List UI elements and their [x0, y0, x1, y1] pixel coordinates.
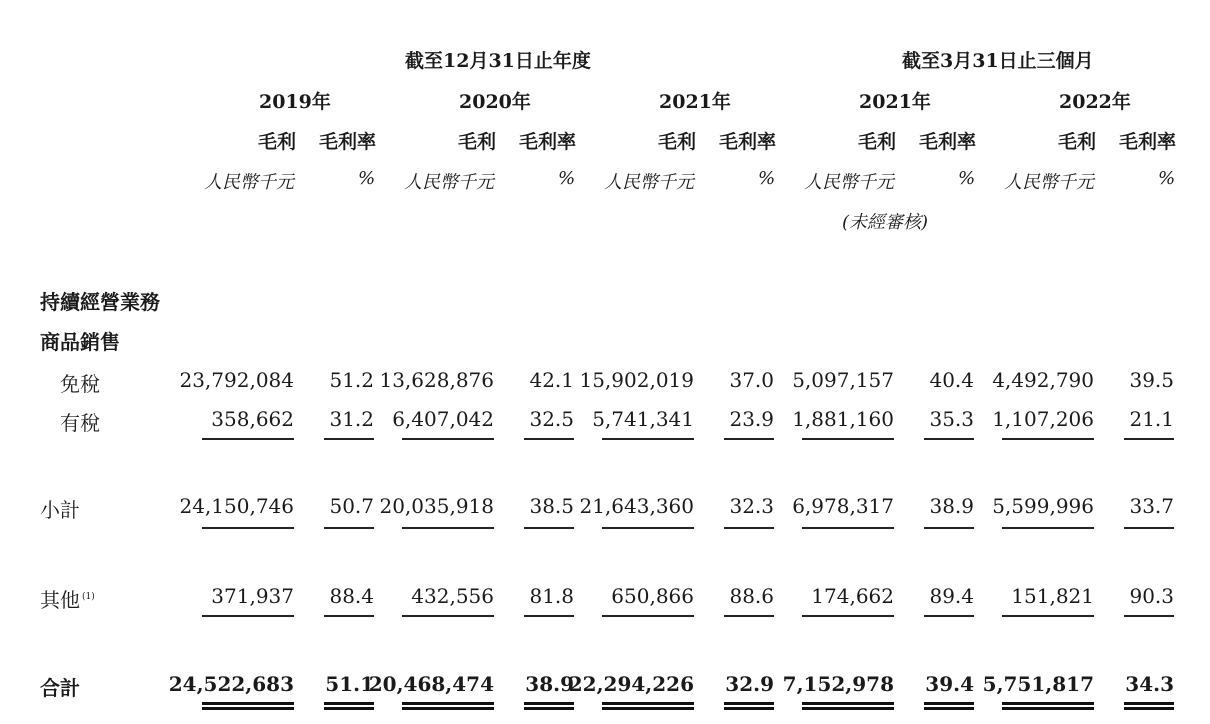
table-cell: 38.5 [529, 494, 574, 518]
underline [802, 527, 894, 529]
underline [924, 438, 974, 440]
table-cell: 5,599,996 [992, 494, 1094, 518]
table-cell: 35.3 [929, 407, 974, 431]
year-2019-header: 2019年 [259, 91, 331, 113]
col-gross-margin-2021q1: 毛利率 [919, 131, 977, 153]
col-gross-profit-2020: 毛利 [458, 131, 497, 153]
year-2021-header: 2021年 [659, 91, 731, 113]
double-underline [602, 702, 694, 710]
row-label-total: 合計 [40, 676, 80, 700]
underline [402, 438, 494, 440]
col-gross-margin-2022q1: 毛利率 [1119, 131, 1177, 153]
table-cell: 5,097,157 [792, 368, 894, 392]
underline [1124, 438, 1174, 440]
underline [802, 615, 894, 617]
table-cell: 6,407,042 [392, 407, 494, 431]
year-2021-q1-header: 2021年 [859, 91, 931, 113]
table-cell: 39.4 [925, 672, 974, 696]
col-gross-profit-2021: 毛利 [658, 131, 697, 153]
underline [724, 527, 774, 529]
underline [402, 615, 494, 617]
table-cell: 51.1 [325, 672, 374, 696]
table-cell: 151,821 [1011, 584, 1094, 608]
table-cell: 174,662 [811, 584, 894, 608]
underline [202, 615, 294, 617]
underline [524, 438, 574, 440]
unit-rmb-2019: 人民幣千元 [204, 172, 294, 193]
table-cell: 6,978,317 [792, 494, 894, 518]
underline [1002, 615, 1094, 617]
table-cell: 23.9 [729, 407, 774, 431]
table-cell: 88.6 [729, 584, 774, 608]
section-continuing-operations: 持續經營業務 [40, 290, 160, 314]
table-cell: 15,902,019 [579, 368, 694, 392]
underline [402, 527, 494, 529]
table-cell: 24,150,746 [179, 494, 294, 518]
underline [602, 527, 694, 529]
col-gross-profit-2021q1: 毛利 [858, 131, 897, 153]
unaudited-note: (未經審核) [842, 212, 929, 233]
table-cell: 20,468,474 [368, 672, 494, 696]
underline [324, 438, 374, 440]
period-quarter-header: 截至3月31日止三個月 [902, 50, 1094, 72]
underline [202, 527, 294, 529]
double-underline [802, 702, 894, 710]
col-gross-margin-2021: 毛利率 [719, 131, 777, 153]
double-underline [402, 702, 494, 710]
unit-rmb-2020: 人民幣千元 [404, 172, 494, 193]
table-cell: 37.0 [729, 368, 774, 392]
double-underline [924, 702, 974, 710]
table-cell: 38.9 [525, 672, 574, 696]
table-cell: 34.3 [1125, 672, 1174, 696]
unit-pct-2019: % [358, 168, 376, 189]
table-cell: 51.2 [329, 368, 374, 392]
table-cell: 40.4 [929, 368, 974, 392]
table-cell: 22,294,226 [568, 672, 694, 696]
unit-rmb-2021q1: 人民幣千元 [804, 172, 894, 193]
table-cell: 32.9 [725, 672, 774, 696]
table-cell: 432,556 [411, 584, 494, 608]
footnote-marker: (1) [82, 592, 95, 602]
table-cell: 32.3 [729, 494, 774, 518]
table-cell: 21,643,360 [579, 494, 694, 518]
underline [324, 615, 374, 617]
double-underline [1002, 702, 1094, 710]
double-underline [202, 702, 294, 710]
underline [724, 615, 774, 617]
row-label-duty-paid: 有稅 [60, 411, 100, 435]
table-cell: 89.4 [929, 584, 974, 608]
underline [202, 438, 294, 440]
table-cell: 50.7 [329, 494, 374, 518]
double-underline [724, 702, 774, 710]
table-cell: 7,152,978 [782, 672, 894, 696]
table-cell: 358,662 [211, 407, 294, 431]
unit-pct-2021q1: % [958, 168, 976, 189]
table-cell: 24,522,683 [168, 672, 294, 696]
table-cell: 33.7 [1129, 494, 1174, 518]
underline [802, 438, 894, 440]
row-label-others: 其他 $^{(1)}$ [40, 588, 95, 612]
table-cell: 32.5 [529, 407, 574, 431]
table-cell: 20,035,918 [379, 494, 494, 518]
table-cell: 5,751,817 [982, 672, 1094, 696]
table-cell: 39.5 [1129, 368, 1174, 392]
unit-rmb-2022q1: 人民幣千元 [1004, 172, 1094, 193]
underline [524, 527, 574, 529]
period-annual-header: 截至12月31日止年度 [405, 50, 591, 72]
year-2022-q1-header: 2022年 [1059, 91, 1131, 113]
table-cell: 81.8 [529, 584, 574, 608]
underline [324, 527, 374, 529]
table-cell: 88.4 [329, 584, 374, 608]
table-cell: 23,792,084 [179, 368, 294, 392]
underline [1002, 438, 1094, 440]
underline [724, 438, 774, 440]
underline [602, 615, 694, 617]
row-label-duty-free: 免稅 [60, 372, 100, 396]
table-cell: 38.9 [929, 494, 974, 518]
underline [924, 615, 974, 617]
col-gross-margin-2020: 毛利率 [519, 131, 577, 153]
row-label-subtotal: 小計 [40, 498, 80, 522]
table-cell: 90.3 [1129, 584, 1174, 608]
table-cell: 13,628,876 [379, 368, 494, 392]
underline [1002, 527, 1094, 529]
unit-rmb-2021: 人民幣千元 [604, 172, 694, 193]
table-cell: 31.2 [329, 407, 374, 431]
table-cell: 5,741,341 [592, 407, 694, 431]
col-gross-profit-2022q1: 毛利 [1058, 131, 1097, 153]
table-cell: 4,492,790 [992, 368, 1094, 392]
table-cell: 1,107,206 [992, 407, 1094, 431]
unit-pct-2021: % [758, 168, 776, 189]
double-underline [524, 702, 574, 710]
underline [924, 527, 974, 529]
unit-pct-2020: % [558, 168, 576, 189]
table-cell: 42.1 [529, 368, 574, 392]
col-gross-margin-2019: 毛利率 [319, 131, 377, 153]
underline [1124, 615, 1174, 617]
double-underline [324, 702, 374, 710]
underline [524, 615, 574, 617]
table-cell: 21.1 [1129, 407, 1174, 431]
table-cell: 1,881,160 [792, 407, 894, 431]
col-gross-profit-2019: 毛利 [258, 131, 297, 153]
double-underline [1124, 702, 1174, 710]
table-cell: 371,937 [211, 584, 294, 608]
unit-pct-2022q1: % [1158, 168, 1176, 189]
table-cell: 650,866 [611, 584, 694, 608]
year-2020-header: 2020年 [459, 91, 531, 113]
underline [1124, 527, 1174, 529]
underline [602, 438, 694, 440]
subsection-merchandise-sales: 商品銷售 [40, 330, 120, 354]
